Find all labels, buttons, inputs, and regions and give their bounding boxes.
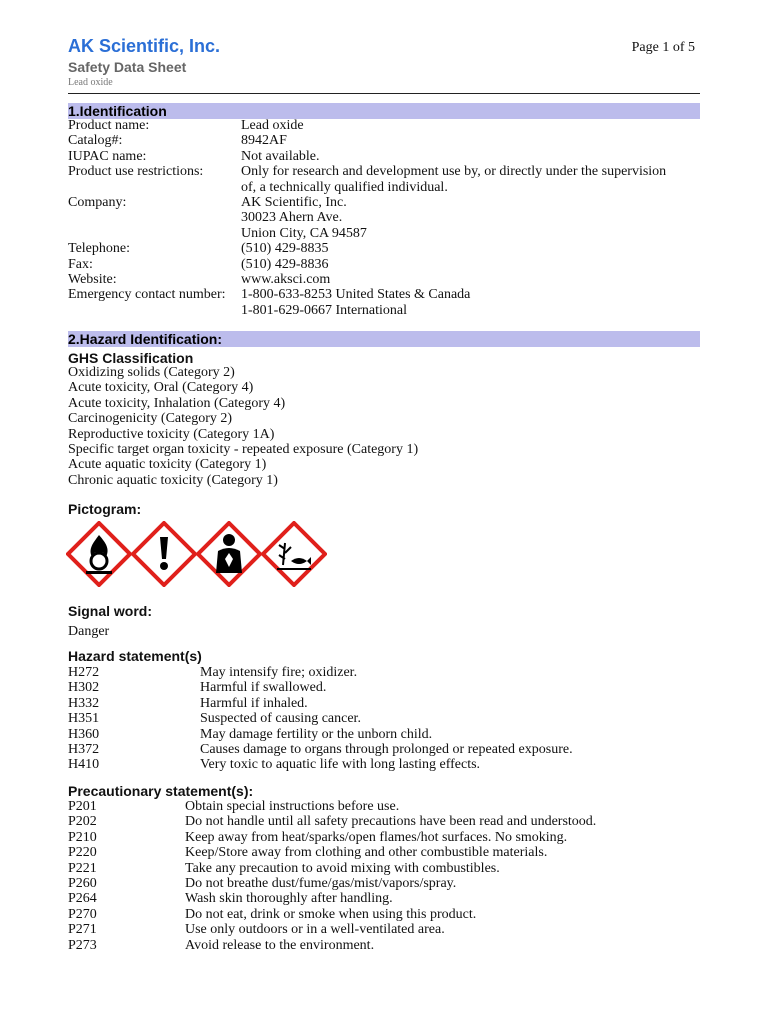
section-identification-heading: 1.Identification [68,103,700,119]
ghs-classification-item: Chronic aquatic toxicity (Category 1) [68,472,278,488]
section-hazard-heading: 2.Hazard Identification: [68,331,700,347]
header-divider [68,93,700,94]
field-value: www.aksci.com [241,272,331,287]
flame-over-circle-icon [66,521,132,587]
document-title: Safety Data Sheet [68,59,187,75]
hazard-text: Harmful if swallowed. [200,680,327,696]
hazard-text: May damage fertility or the unborn child. [200,726,433,742]
precaution-code: P264 [68,891,97,907]
precaution-code: P202 [68,814,97,830]
precaution-text: Do not breathe dust/fume/gas/mist/vapors/spray. [185,876,457,891]
field-label: Company: [68,195,127,210]
company-name: AK Scientific, Inc. [68,36,221,56]
signal-word-heading: Signal word: [68,603,152,619]
field-label: IUPAC name: [68,148,147,164]
precaution-text: Obtain special instructions before use. [185,799,400,814]
field-label: Product name: [68,118,150,133]
field-value: Lead oxide [241,118,304,133]
field-value: (510) 429-8836 [241,256,329,272]
hazard-text: Very toxic to aquatic life with long lasting effects. [200,757,481,773]
field-value: 1-800-633-8253 United States & Canada [241,287,471,303]
field-value: of, a technically qualified individual. [241,179,448,195]
precaution-code: P221 [68,860,97,876]
hazard-text: Suspected of causing cancer. [200,711,361,727]
field-label: Emergency contact number: [68,287,226,303]
field-label: Product use restrictions: [68,164,204,180]
hazard-text: May intensify fire; oxidizer. [200,665,358,680]
field-value: Union City, CA 94587 [241,225,367,241]
field-value: 1-801-629-0667 International [241,302,408,318]
pictogram-heading: Pictogram: [68,501,142,517]
precaution-code: P270 [68,906,97,922]
precaution-text: Keep/Store away from clothing and other combustible materials. [185,845,548,861]
hazard-code: H332 [68,695,100,711]
ghs-classification-item: Carcinogenicity (Category 2) [68,411,233,427]
signal-word: Danger [68,624,110,639]
ghs-classification-item: Acute aquatic toxicity (Category 1) [68,457,267,473]
precautionary-statements-heading: Precautionary statement(s): [68,783,254,799]
field-label: Fax: [68,256,93,272]
ghs-classification-heading: GHS Classification [68,350,194,366]
product-subtitle: Lead oxide [68,77,113,88]
hazard-text: Harmful if inhaled. [200,695,308,711]
precaution-code: P260 [68,876,97,891]
precaution-text: Wash skin thoroughly after handling. [185,891,393,907]
field-value: (510) 429-8835 [241,241,329,257]
precaution-text: Do not eat, drink or smoke when using this product. [185,906,477,922]
field-value: 30023 Ahern Ave. [241,210,343,226]
exclamation-mark-icon [131,521,197,587]
hazard-code: H302 [68,680,100,696]
field-value: Only for research and development use by, or directly under the supervision [241,164,667,180]
ghs-classification-item: Oxidizing solids (Category 2) [68,365,235,380]
precaution-code: P220 [68,845,97,861]
precaution-text: Do not handle until all safety precautions have been read and understood. [185,814,597,830]
precaution-text: Take any precaution to avoid mixing with combustibles. [185,860,500,876]
precaution-code: P271 [68,922,97,938]
environment-icon [261,521,327,587]
hazard-code: H410 [68,757,100,773]
hazard-code: H272 [68,665,100,680]
ghs-classification-item: Acute toxicity, Inhalation (Category 4) [68,395,286,411]
field-label: Catalog#: [68,133,123,149]
health-hazard-icon [196,521,262,587]
precaution-text: Keep away from heat/sparks/open flames/hot surfaces. No smoking. [185,829,568,845]
hazard-code: H360 [68,726,100,742]
hazard-text: Causes damage to organs through prolonged or repeated exposure. [200,742,573,757]
precaution-code: P201 [68,799,97,814]
precaution-code: P273 [68,937,97,953]
precaution-text: Avoid release to the environment. [185,937,375,953]
ghs-classification-item: Specific target organ toxicity - repeated exposure (Category 1) [68,442,419,457]
page-number: Page 1 of 5 [631,40,695,55]
field-value: AK Scientific, Inc. [241,195,347,210]
precaution-code: P210 [68,829,97,845]
hazard-statements-heading: Hazard statement(s) [68,648,202,664]
precaution-text: Use only outdoors or in a well-ventilated area. [185,922,445,938]
field-value: 8942AF [241,133,287,149]
ghs-classification-item: Reproductive toxicity (Category 1A) [68,426,275,442]
ghs-classification-item: Acute toxicity, Oral (Category 4) [68,380,254,396]
hazard-code: H372 [68,742,100,757]
field-label: Website: [68,272,117,287]
hazard-code: H351 [68,711,100,727]
field-value: Not available. [241,148,320,164]
field-label: Telephone: [68,241,130,257]
